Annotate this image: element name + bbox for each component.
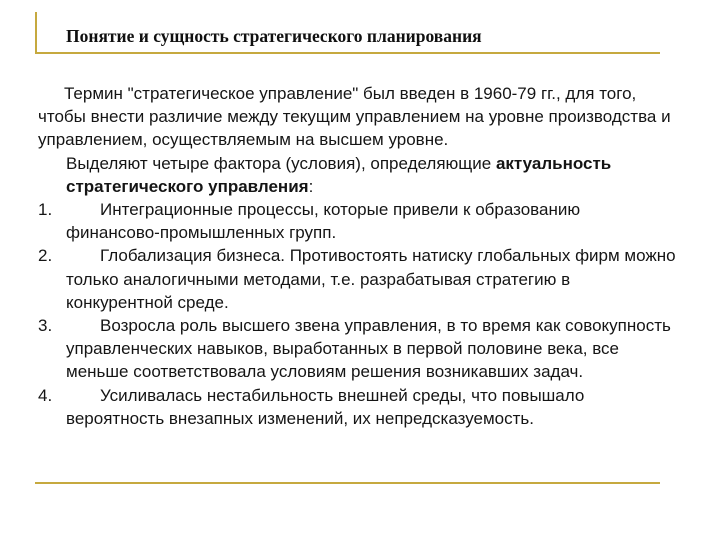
lead-colon: : xyxy=(308,176,314,196)
accent-top-divider xyxy=(35,52,660,54)
list-item-number: 3. xyxy=(38,316,53,336)
accent-vertical-line xyxy=(35,12,37,52)
list-item-text: Интеграционные процессы, которые привели к образованию финансово-промышленных групп. xyxy=(66,200,581,243)
factors-lead-paragraph xyxy=(38,152,678,198)
intro-paragraph: Термин "стратегическое управление" был введен в 1960-79 гг., для того, чтобы внести различие между текущим управлением на уровне производства и управлением, осуществляемым на высшем уровне. xyxy=(38,84,671,150)
list-item xyxy=(38,244,678,314)
list-item-number: 4. xyxy=(38,385,53,405)
slide-title: Понятие и сущность стратегического планирования xyxy=(66,26,482,46)
list-item-number: 2. xyxy=(38,246,53,266)
factors-list xyxy=(38,198,678,430)
lead-text: Выделяют четыре фактора (условия), определяющие xyxy=(66,153,496,173)
list-item xyxy=(38,384,678,430)
list-item-text: Усиливалась нестабильность внешней среды, что повышало вероятность внезапных изменений, их непредсказуемость. xyxy=(66,385,585,428)
list-item-text: Возросла роль высшего звена управления, в то время как совокупность управленческих навыков, выработанных в первой половине века, все меньше соответствовала условиям решения возникавших задач. xyxy=(66,316,671,382)
lead-emphasis: актуальность стратегического управления xyxy=(66,153,612,196)
accent-bottom-divider xyxy=(35,482,660,484)
list-item xyxy=(38,198,678,244)
list-item xyxy=(38,314,678,384)
list-item-number: 1. xyxy=(38,200,53,220)
list-item-text: Глобализация бизнеса. Противостоять натиску глобальных фирм можно только аналогичными методами, т.е. разрабатывая стратегию в конкурентной среде. xyxy=(66,246,676,312)
slide-body xyxy=(38,82,678,430)
